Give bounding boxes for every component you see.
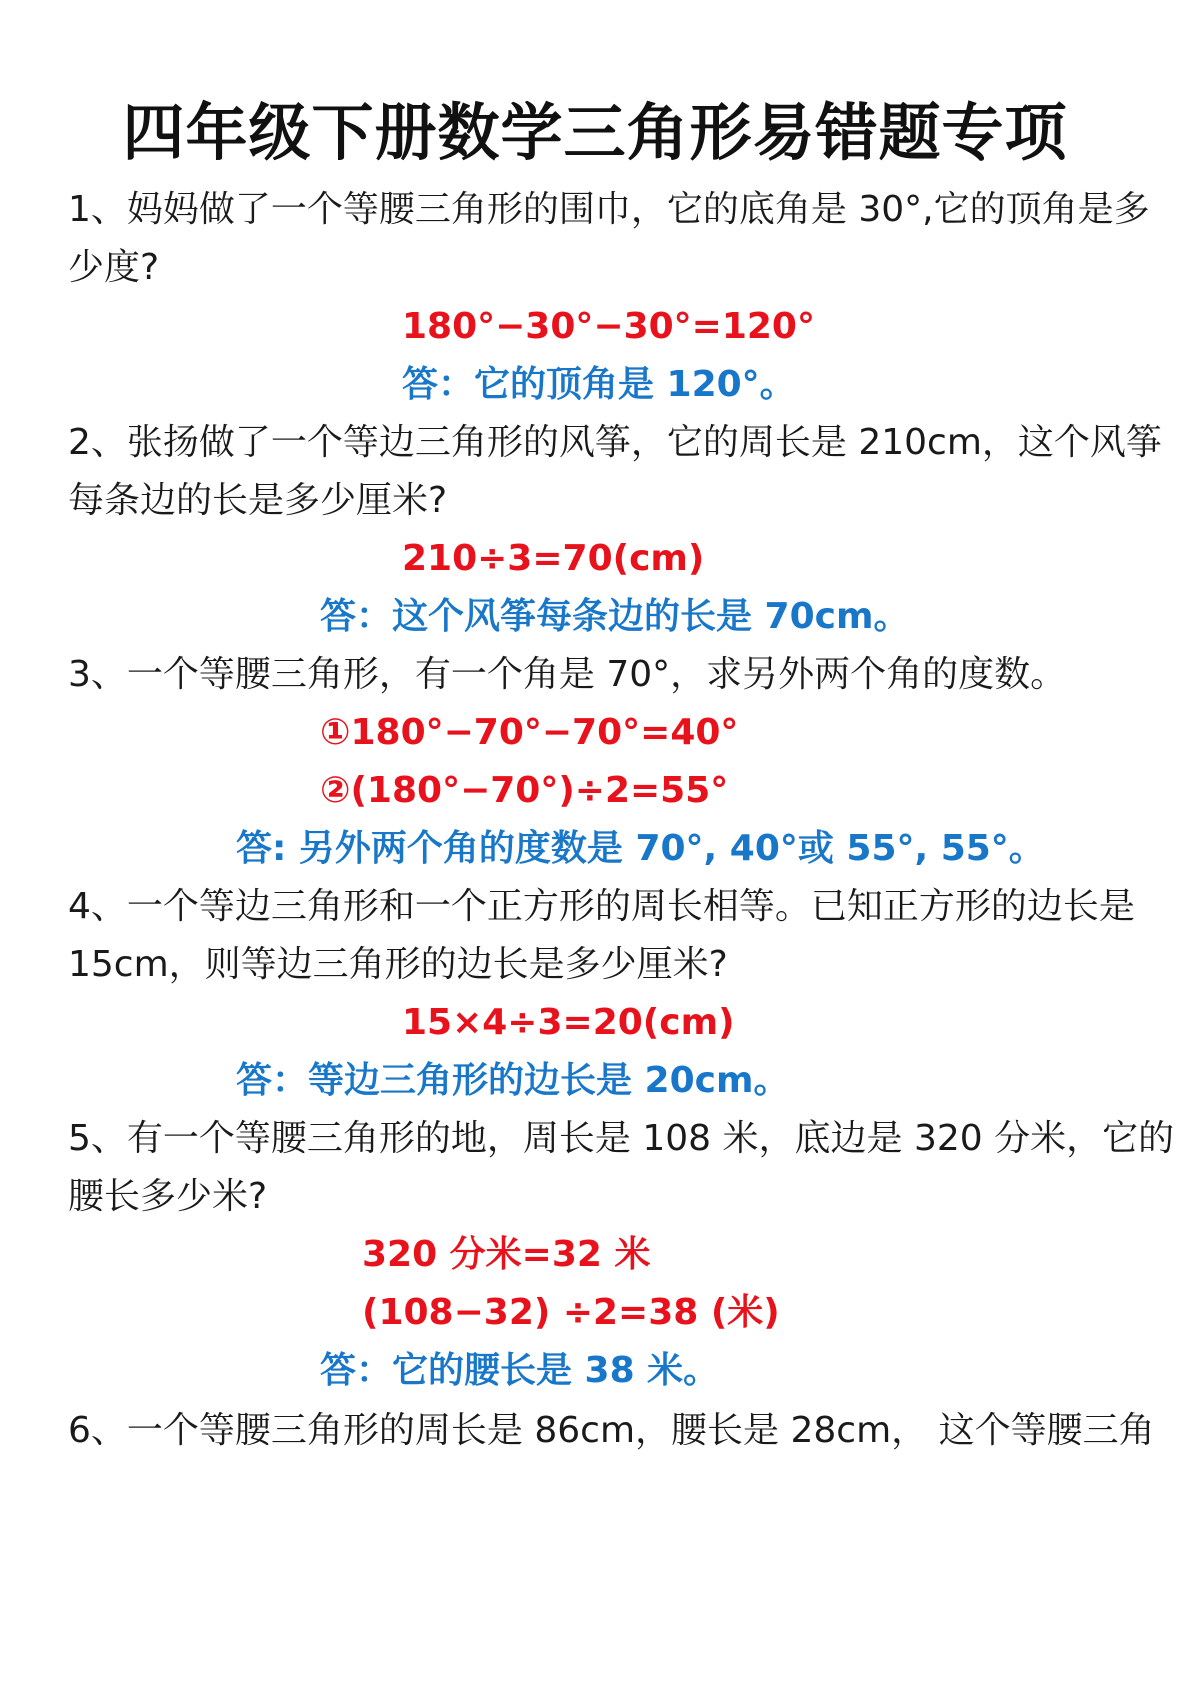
question-3-solution-1: ①180°−70°−70°=40°	[320, 712, 739, 753]
question-3-line-1: 3、一个等腰三角形，有一个角是 70°，求另外两个角的度数。	[68, 654, 1067, 695]
question-2-solution: 210÷3=70(cm)	[402, 538, 705, 579]
question-2-line-1: 2、张扬做了一个等边三角形的风筝，它的周长是 210cm，这个风筝	[68, 422, 1162, 463]
question-4-line-1: 4、一个等边三角形和一个正方形的周长相等。已知正方形的边长是	[68, 886, 1135, 927]
question-5-solution-1: 320 分米=32 米	[362, 1234, 651, 1275]
question-4-answer: 答：等边三角形的边长是 20cm。	[236, 1060, 790, 1101]
question-5-line-2: 腰长多少米?	[68, 1176, 268, 1217]
question-4-solution: 15×4÷3=20(cm)	[402, 1002, 735, 1043]
question-1-line-1: 1、妈妈做了一个等腰三角形的围巾，它的底角是 30°,它的顶角是多	[68, 189, 1150, 230]
question-3-solution-2: ②(180°−70°)÷2=55°	[320, 770, 729, 811]
question-3-answer: 答: 另外两个角的度数是 70°, 40°或 55°, 55°。	[236, 828, 1045, 869]
question-5-answer: 答：它的腰长是 38 米。	[320, 1350, 720, 1391]
question-2-answer: 答：这个风筝每条边的长是 70cm。	[320, 596, 910, 637]
question-1-line-2: 少度?	[68, 247, 160, 288]
question-5-solution-2: (108−32) ÷2=38 (米)	[362, 1292, 780, 1333]
question-1-answer: 答：它的顶角是 120°。	[402, 364, 796, 405]
question-1-solution: 180°−30°−30°=120°	[402, 306, 815, 347]
question-2-line-2: 每条边的长是多少厘米?	[68, 480, 448, 521]
question-5-line-1: 5、有一个等腰三角形的地，周长是 108 米，底边是 320 分米，它的	[68, 1118, 1175, 1159]
page-title: 四年级下册数学三角形易错题专项	[122, 96, 1068, 169]
question-6-line-1: 6、一个等腰三角形的周长是 86cm，腰长是 28cm， 这个等腰三角	[68, 1410, 1155, 1451]
question-4-line-2: 15cm，则等边三角形的边长是多少厘米?	[68, 944, 728, 985]
